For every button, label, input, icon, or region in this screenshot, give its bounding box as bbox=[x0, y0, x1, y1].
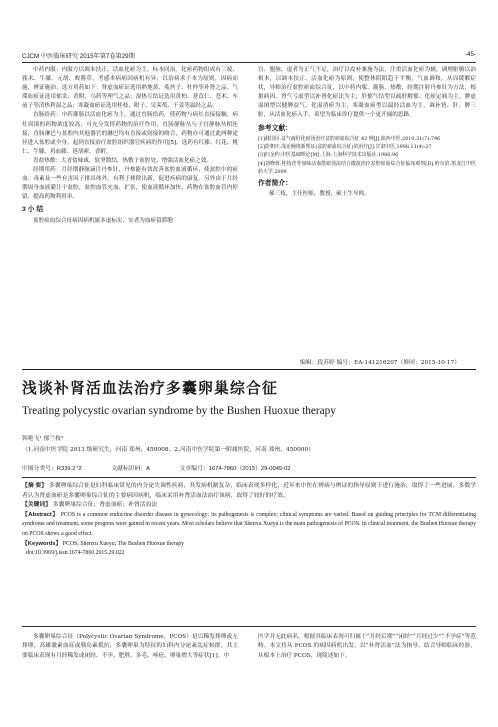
abstract-text: 多囊卵巢综合征是妇科临床常见的内分泌失调性疾病，其发病机制复杂，临床表现多样化，近年来中医在辨病与辨证的指导原则下进行施治，取得了一些进展。多数学者认为肾虚血瘀是多囊卵巢综合征的主要病因病机，临床采用补肾活血法治疗该病，取得了较好的疗效。 bbox=[22, 483, 476, 499]
keywords-chinese bbox=[22, 501, 476, 511]
references-heading: 参考文献： bbox=[258, 124, 292, 132]
keywords-text: 多囊卵巢综合征；肾虚血瘀；补肾活血法 bbox=[52, 502, 158, 509]
journal-name: CJCM 中医临床研究 2015年第7卷第29期 bbox=[22, 53, 135, 60]
classification-line bbox=[22, 463, 476, 472]
paragraph-salt-compress: 青盐热敷：大青盐味咸，软坚散结，热敷于盆腔处，增强活血化瘀之效。 bbox=[33, 157, 213, 164]
body-left-column bbox=[22, 633, 238, 661]
author-bio-heading: 作者简介： bbox=[258, 180, 292, 188]
author-names: 韩艳飞¹ 郁兰枝² bbox=[22, 436, 64, 442]
paragraph-rectal-administration: 直肠给药：中药灌肠以活血化瘀为主，通过直肠给药，使药物与病灶直接接触，病灶周围的药物浓度较高，可充分发挥药物的治疗作用，直肠静脉丛与子宫静脉丛相连接，直肠淋巴与盆腔内其他器官的淋巴均有直接或间接的吻合，药物亦可通过此两种途径进入盆腔或全身，起到直接治疗盆腔组织器官疾病的作用[5]。选药有红藤、红花、桃仁、牛膝、鸡血藤、延胡索、香附。 bbox=[22, 112, 238, 155]
abstract-chinese bbox=[22, 482, 476, 501]
paragraph-oral-medicine: 中药内服：内服方以调本扶正、活血化瘀为主，标本同治。化瘀药物组成有三棱、莪术、牛膝、元胡、败酱草。考感本病病因病机有异，以治病求于本为原则，因病而施，辨证施治。选方用药如下：肾虚血瘀证选用熟地黄、菟丝子、杜仲等补肾之品；气滞血瘀证选用郁金、香附、乌药等理气之品；湿热互结证选用黄柏、薏苡仁、苍术、车前子等清热利湿之品；寒凝血瘀证选用桂枝、附子、吴茱萸、干姜等温经之品。 bbox=[22, 67, 238, 110]
paragraph-summary-continued: 宫、胞脉，虚者为正气不足，治疗以攻补兼施为法，注重活血化瘀为辅，调理脏腑以治根本，以调本扶正、活血化瘀为原则，使整体阴阳趋于平衡，气血调和，从而缓解症状，导师治疗盆腔瘀血综合征，以中药内服、灌肠、热敷，经期注射丹参针为方法，根据病因，肾气亏虚型以补肾化瘀法为主，肝郁气结型以疏肝解郁、化瘀定痛为主，脾虚湿困型以健脾益气、化湿消瘀为主，寒凝血瘀型以温经活血为主，调补肾、肝、脾三脏，从活血化瘀入手，希望为临床诊疗提供一个更开阔的思路。 bbox=[258, 67, 476, 119]
section-divider bbox=[22, 369, 476, 370]
running-header bbox=[22, 50, 476, 63]
left-column bbox=[22, 66, 238, 226]
clc-number: 中图分类号：R339.2⁺2 bbox=[22, 466, 82, 472]
reference-item: [3]归金约.中医基础理论[M].上海:上海科学技术出版社,1986:96 bbox=[258, 152, 399, 159]
abstract-block bbox=[22, 482, 476, 559]
paragraph-intro: 多囊卵巢综合征（Polycystic Ovarian Syndrome，PCOS）是以稀发排卵或无排卵、高雄激素血症或胰岛素抵抗、多囊卵巢为特征的妇科内分泌紊乱症候群，其主要临床表现有月经稀发或闭经、不孕、肥胖、多毛、痤疮、卵巢增大等症状[1]。中 bbox=[22, 634, 238, 659]
document-code: 文献标识码：A bbox=[111, 466, 151, 472]
reference-list bbox=[258, 135, 476, 176]
keywords-english bbox=[22, 540, 476, 550]
doi-line bbox=[22, 549, 476, 559]
right-column bbox=[258, 66, 476, 199]
body-right-column bbox=[258, 633, 476, 661]
abstract-top-rule bbox=[22, 477, 476, 478]
abstract-en-text: PCOS is a common endocrine disorder disease in gynecology; its pathogenesis is complex; clinical symptoms are varied. Based on guiding principles for TCM differentiating syndrome and treatment, some progress were gained in recent years. Most scholars believe that Shenxu Xueyu is the main pathogenesis of PCOS. In clinical treatment, the Bushen Huoxue therapy on PCOS shows a good effect. bbox=[22, 511, 476, 537]
section-heading-summary: 3 小 结 bbox=[22, 206, 44, 214]
article-number: 文章编号：1674-7860（2015）29-0045-02 bbox=[179, 466, 291, 472]
paragraph-summary: 盆腔瘀血综合征病因病机属本虚标实，实者为血瘀留滞胞 bbox=[33, 217, 173, 224]
reference-item: [1]郝国臣.盆气疏肝化瘀汤治疗盆腔瘀血综合征 42 例[J].陕西中医,2010,31(7):796 bbox=[258, 135, 441, 142]
article-title-chinese: 浅谈补肾活血法治疗多囊卵巢综合征 bbox=[22, 380, 278, 397]
keywords-en-text: PCOS; Shenxu Xueyu; The Bushen Huoxue therapy bbox=[62, 540, 185, 547]
reference-item: [4]刘晓蓉.桂枝茯苓加味活血散瘀汤法结合微波治疗盆腔瘀血综合征临床观察[D].哈尔滨:黑龙江中医药大学,2009 bbox=[258, 160, 476, 175]
keywords-label: 【关键词】 bbox=[22, 502, 51, 509]
article-title-english: Treating polycystic ovarian syndrome by the Bushen Huoxue therapy bbox=[22, 405, 336, 417]
abstract-label: 【摘 要】 bbox=[22, 483, 48, 489]
reference-item: [2]彭朝庆.浅论桶络新理证(盆腔瘀血综合征)的治疗[J].甘肃中医,1998,11(4):27 bbox=[258, 143, 432, 150]
paragraph-intro-continued: 医学并无此病名，根据其临床表现可归属于“月经后期”“闭经”“月经过少”“不孕症”等范畴。本文将从 PCOS 的病因病机出发，以“补肾活血”法为指导，结合导师临床经验，从根本上治疗 PCOS，现简述如下。 bbox=[258, 634, 476, 659]
author-bio: 郝三枝，主任医师，教授，硕士生导师。 bbox=[269, 191, 370, 198]
doi-text: doi:10.3969/j.issn.1674-7860.2015.29.022 bbox=[26, 550, 125, 557]
abstract-bottom-rule bbox=[22, 626, 476, 627]
keywords-en-label: 【Keywords】 bbox=[22, 540, 62, 547]
abstract-en-label: 【Abstract】 bbox=[22, 511, 59, 518]
author-affiliation: （1.河南中医学院 2013 级研究生，河南 郑州，450008；2.河南中医学院第一附属医院，河南 郑州，450000） bbox=[22, 447, 314, 453]
paragraph-menstrual-medication: 经期用药：月经期静脉滴注丹参针，丹参能有效改善盆腔血液循环，使盆腔中的瘀血、毒素及一些有害因子排出体外，有利于排除出新，促进疾病的康复。另外由于月经期周身血液灌注于盆腔，盆腔血管充血、扩张，使血液循环加快，药物在盆腔血管内停留，提高药物利用率。 bbox=[22, 167, 238, 201]
page-number: -45- bbox=[464, 51, 476, 58]
abstract-english bbox=[22, 511, 476, 540]
editor-line: 编辑：段苏婷 编号：EA-141216207（修回：2015-10-17） bbox=[300, 360, 460, 366]
